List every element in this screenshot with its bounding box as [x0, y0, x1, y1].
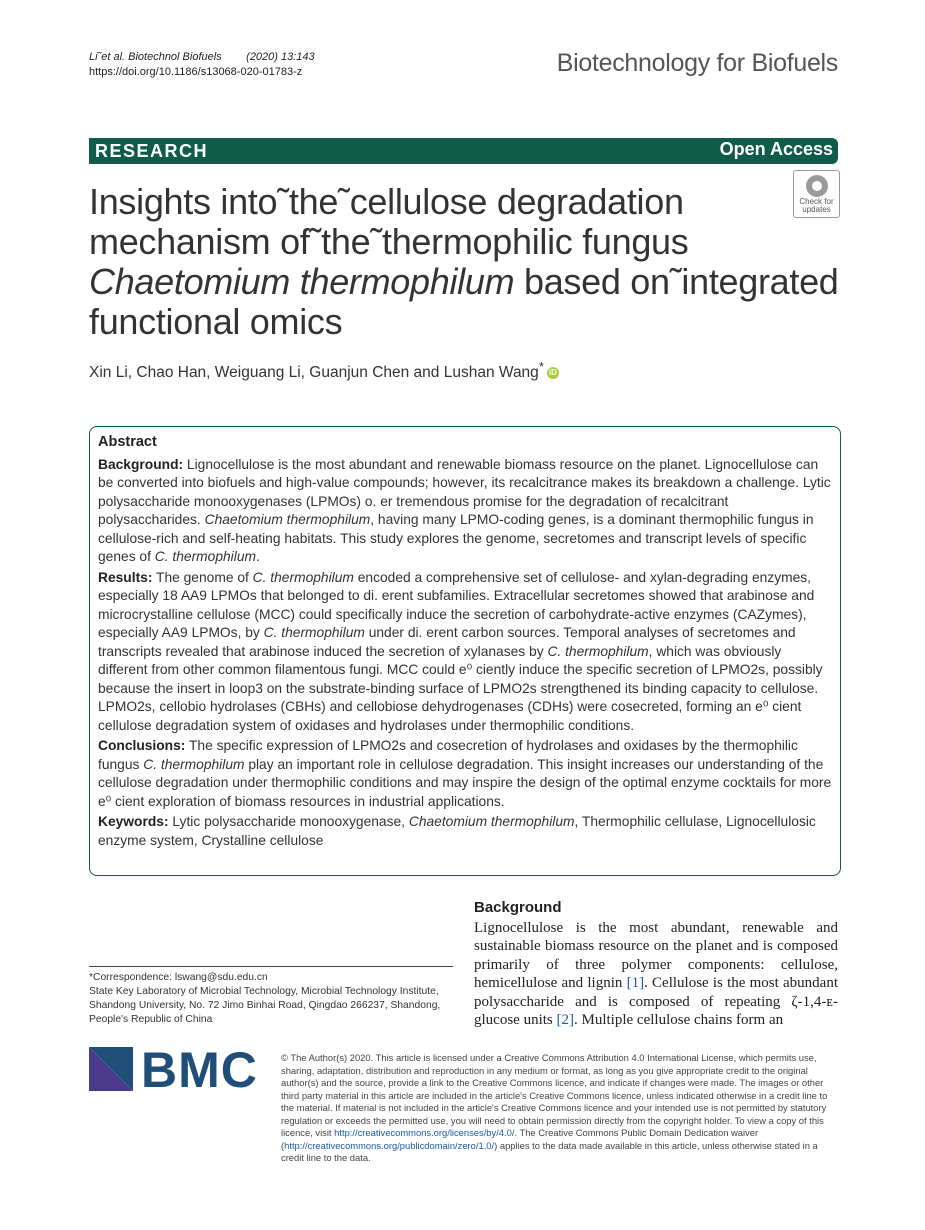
check-for-updates-badge[interactable]: Check for updates [793, 170, 840, 218]
open-access-label: Open Access [719, 139, 833, 159]
bmc-logo-mark-icon [89, 1047, 133, 1091]
reference-link-2[interactable]: [2] [556, 1012, 574, 1028]
abstract-results: Results: The genome of C. thermophilum encoded a comprehensive set of cellulose- and xylan-degrading enzymes, especially 18 AA9 LPMOs that belonged to di. erent subfamilies. Extracellular secretomes showed that arabinose and microcrystalline cellulose (MCC) could specifically induce the secretion of carbohydrate-active enzymes (CAZymes), especially AA9 LPMOs, by C. thermophilum under di. erent carbon sources. Temporal analyses of secretomes and transcripts revealed that arabinose induced the secretion of xylanases by C. thermophilum, which was obviously different from other common filamentous fungi. MCC could e⁰ ciently induce the specific secretion of LPMO2s, possibly because the insert in loop3 on the substrate-binding surface of LPMO2s strengthened its binding capacity to cellulose. LPMO2s, cellobio hydrolases (CBHs) and cellobiose dehydrogenases (CDHs) were cosecreted, forming an e⁰ cient cellulose degradation system of oxidases and hydrolases under thermophilic conditions. [98, 569, 823, 733]
citation-header [89, 50, 315, 80]
bmc-logo-text: BMC [141, 1042, 258, 1098]
abstract-keywords: Keywords: Lytic polysaccharide monooxygenase, Chaetomium thermophilum, Thermophilic cellulase, Lignocellulosic enzyme system, Crystalline cellulose [98, 814, 816, 848]
article-type: RESEARCH [95, 141, 209, 161]
check-updates-icon [806, 175, 828, 197]
license-text: © The Author(s) 2020. This article is licensed under a Creative Commons Attribution 4.0 International License, which permits use, sharing, adaptation, distribution and reproduction in any medium or format, as long as you give appropriate credit to the original author(s) and the source, provide a link to the Creative Commons licence, and indicate if changes were made. The images or other third party material in this article are included in the article's Creative Commons licence, unless indicated otherwise in a credit line to the material. If material is not included in the article's Creative Commons licence and your intended use is not permitted by statutory regulation or exceeds the permitted use, you will need to obtain permission directly from the copyright holder. To view a copy of this licence, visit http://creativecommons.org/licenses/by/4.0/. The Creative Commons Public Domain Dedication waiver (http://creativecommons.org/publicdomain/zero/1.0/) applies to the data made available in this article, unless otherwise stated in a credit line to the data. [281, 1052, 828, 1163]
abstract-background: Background: Lignocellulose is the most abundant and renewable biomass resource on the planet. Lignocellulose can be converted into biofuels and high-value compounds; however, its recalcitrance makes its breakdown a challenge. Lytic polysaccharide monooxygenases (LPMOs) o. er tremendous promise for the degradation of recalcitrant polysaccharides. Chaetomium thermophilum, having many LPMO-coding genes, is a dominant thermophilic fungus in cellulose-rich and self-heating habitats. This study explores the genome, secretomes and transcript levels of specific genes of C. thermophilum. [98, 456, 831, 564]
reference-link-1[interactable]: [1] [626, 975, 645, 991]
orcid-icon[interactable]: iD [548, 368, 557, 378]
article-title: Insights into˜the˜cellulose degradation mechanism of˜the˜thermophilic fungus Chaetomium thermophilum based on˜integrated functional omics [89, 181, 839, 342]
background-heading: Background [474, 899, 562, 916]
correspondence-note: *Correspondence: lswang@sdu.edu.cn State Key Laboratory of Microbial Technology, Microbial Technology Institute, Shandong University, No. 72 Jimo Binhai Road, Qingdao 266237, Shandong, People's Republic of China [89, 966, 453, 1027]
license-link[interactable]: http://creativecommons.org/licenses/by/4.0/ [334, 1127, 515, 1138]
bmc-logo [89, 1042, 259, 1098]
abstract-box [89, 426, 841, 876]
public-domain-link[interactable]: http://creativecommons.org/publicdomain/zero/1.0/ [284, 1139, 495, 1151]
journal-name: Biotechnology for Biofuels [556, 49, 838, 77]
doi-link[interactable]: https://doi.org/10.1186/s13068-020-01783-z [89, 66, 303, 78]
citation-journal: Li˜et al. Biotechnol Biofuels [89, 51, 222, 63]
background-section [474, 899, 838, 1030]
abstract-heading: Abstract [98, 434, 157, 450]
citation-volume: (2020) 13:143 [246, 51, 315, 63]
background-paragraph: Lignocellulose is the most abundant, renewable and sustainable biomass resource on the planet and is composed primarily of three polymer components: cellulose, hemicellulose and lignin [1]. Cellulose is the most abundant polysaccharide and is composed of repeating ζ-1,4-ᴇ-glucose units [2]. Multiple cellulose chains form an [474, 919, 838, 1028]
abstract-conclusions: Conclusions: The specific expression of LPMO2s and cosecretion of hydrolases and oxidases by the thermophilic fungus C. thermophilum play an important role in cellulose degradation. This insight increases our understanding of the cellulose degradation under thermophilic conditions and may inspire the design of the optimal enzyme cocktails for more e⁰ cient exploration of biomass resources in industrial applications. [98, 738, 832, 809]
article-type-banner [89, 138, 838, 164]
author-list: Xin Li, Chao Han, Weiguang Li, Guanjun Chen and Lushan Wang* iD [89, 359, 557, 382]
